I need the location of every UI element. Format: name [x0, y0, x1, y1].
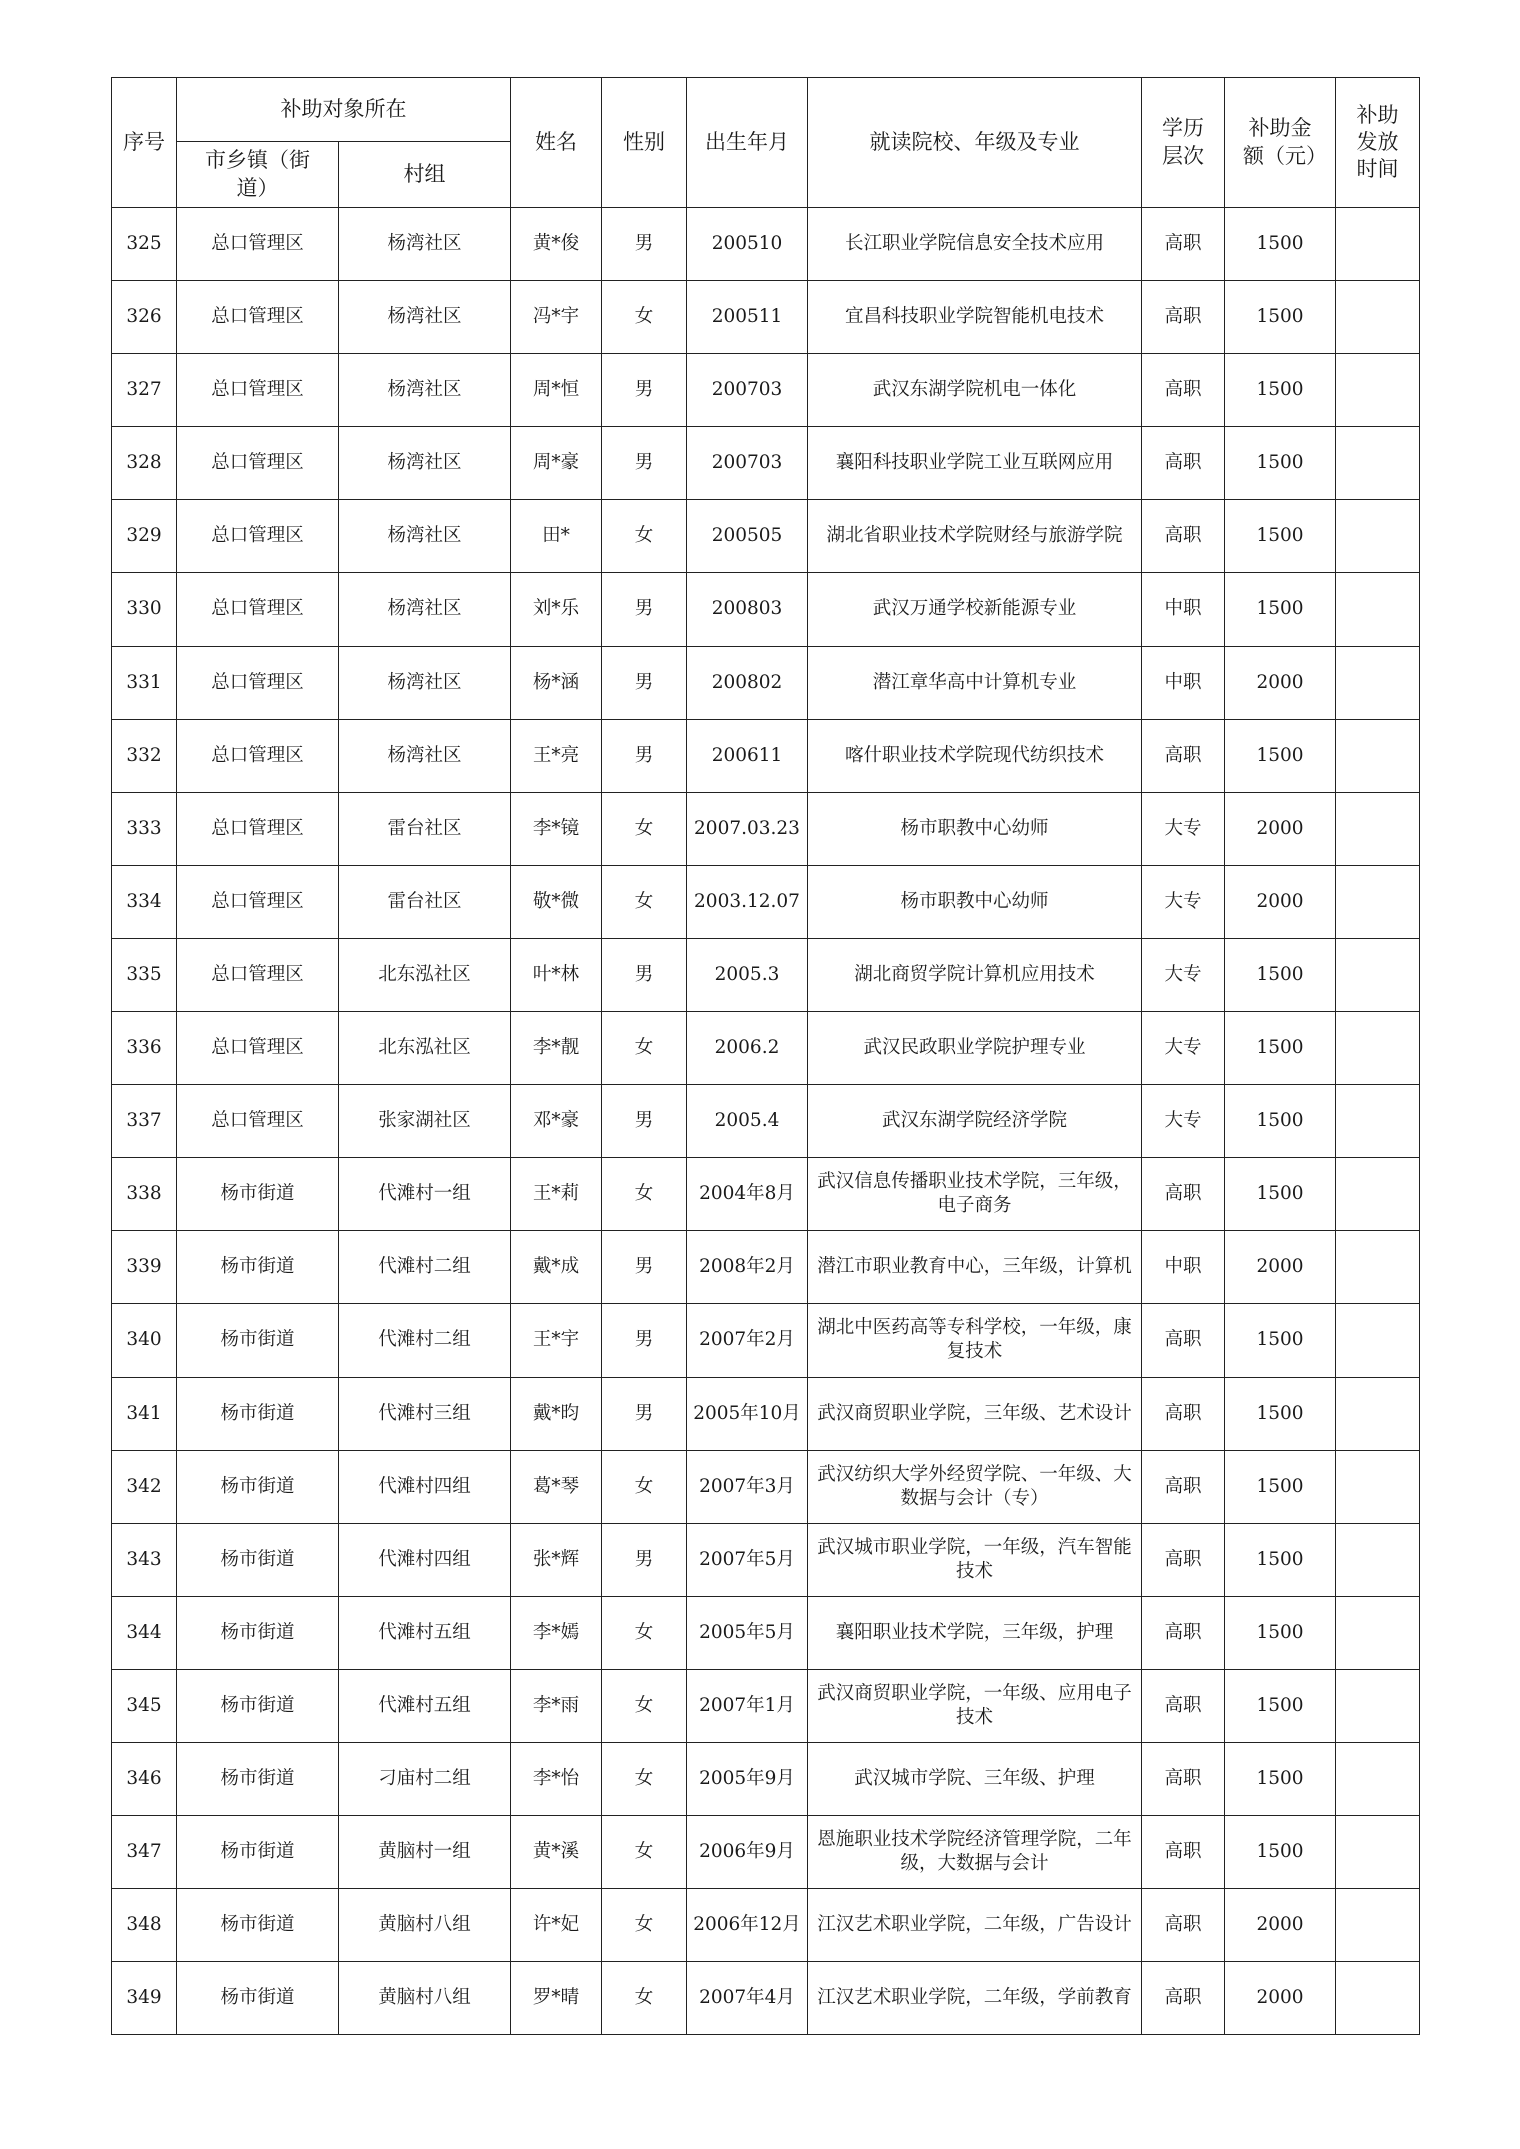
cell-time — [1336, 1523, 1420, 1596]
cell-school: 潜江市职业教育中心，三年级，计算机 — [808, 1231, 1142, 1304]
cell-time — [1336, 1304, 1420, 1377]
cell-name: 李*靓 — [511, 1012, 602, 1085]
cell-name: 王*亮 — [511, 719, 602, 792]
cell-birth: 200803 — [687, 573, 808, 646]
cell-gender: 男 — [602, 354, 687, 427]
cell-birth: 200505 — [687, 500, 808, 573]
cell-time — [1336, 1377, 1420, 1450]
table-row — [112, 1304, 1420, 1377]
cell-time — [1336, 500, 1420, 573]
cell-seq: 325 — [112, 208, 177, 281]
cell-village: 北东泓社区 — [339, 1012, 511, 1085]
cell-gender: 女 — [602, 1450, 687, 1523]
cell-amount: 1500 — [1225, 1304, 1336, 1377]
cell-time — [1336, 281, 1420, 354]
table-row — [112, 1596, 1420, 1669]
cell-village: 杨湾社区 — [339, 573, 511, 646]
table-row — [112, 573, 1420, 646]
cell-gender: 男 — [602, 573, 687, 646]
cell-level: 高职 — [1142, 1158, 1225, 1231]
cell-birth: 2007年2月 — [687, 1304, 808, 1377]
cell-gender: 女 — [602, 865, 687, 938]
cell-school: 潜江章华高中计算机专业 — [808, 646, 1142, 719]
cell-level: 大专 — [1142, 1012, 1225, 1085]
cell-school: 襄阳科技职业学院工业互联网应用 — [808, 427, 1142, 500]
cell-town: 总口管理区 — [177, 427, 339, 500]
cell-amount: 1500 — [1225, 1085, 1336, 1158]
cell-name: 邓*豪 — [511, 1085, 602, 1158]
cell-gender: 女 — [602, 1596, 687, 1669]
cell-seq: 349 — [112, 1962, 177, 2035]
cell-seq: 329 — [112, 500, 177, 573]
table-row — [112, 1742, 1420, 1815]
cell-level: 高职 — [1142, 354, 1225, 427]
cell-birth: 2007年1月 — [687, 1669, 808, 1742]
cell-seq: 344 — [112, 1596, 177, 1669]
cell-amount: 2000 — [1225, 646, 1336, 719]
cell-name: 张*辉 — [511, 1523, 602, 1596]
cell-town: 杨市街道 — [177, 1669, 339, 1742]
cell-time — [1336, 1816, 1420, 1889]
header-location-group: 补助对象所在 — [177, 78, 511, 142]
cell-gender: 男 — [602, 208, 687, 281]
cell-level: 大专 — [1142, 938, 1225, 1011]
cell-level: 高职 — [1142, 208, 1225, 281]
cell-gender: 男 — [602, 646, 687, 719]
table-row — [112, 719, 1420, 792]
cell-time — [1336, 354, 1420, 427]
cell-amount: 1500 — [1225, 281, 1336, 354]
cell-level: 高职 — [1142, 281, 1225, 354]
table-row — [112, 1523, 1420, 1596]
cell-school: 武汉东湖学院机电一体化 — [808, 354, 1142, 427]
cell-village: 杨湾社区 — [339, 427, 511, 500]
cell-name: 李*怡 — [511, 1742, 602, 1815]
cell-seq: 332 — [112, 719, 177, 792]
cell-school: 武汉信息传播职业技术学院，三年级，电子商务 — [808, 1158, 1142, 1231]
cell-level: 高职 — [1142, 1450, 1225, 1523]
table-row — [112, 1085, 1420, 1158]
cell-name: 戴*成 — [511, 1231, 602, 1304]
cell-school: 武汉商贸职业学院，三年级、艺术设计 — [808, 1377, 1142, 1450]
cell-level: 高职 — [1142, 1669, 1225, 1742]
cell-birth: 2007年3月 — [687, 1450, 808, 1523]
cell-time — [1336, 792, 1420, 865]
cell-amount: 1500 — [1225, 1596, 1336, 1669]
cell-amount: 1500 — [1225, 1742, 1336, 1815]
cell-gender: 女 — [602, 1158, 687, 1231]
cell-gender: 男 — [602, 938, 687, 1011]
cell-time — [1336, 1012, 1420, 1085]
cell-village: 黄脑村八组 — [339, 1889, 511, 1962]
table-row — [112, 1669, 1420, 1742]
cell-level: 中职 — [1142, 573, 1225, 646]
header-amount: 补助金额（元） — [1225, 78, 1336, 208]
cell-school: 武汉纺织大学外经贸学院、一年级、大数据与会计（专） — [808, 1450, 1142, 1523]
cell-gender: 女 — [602, 500, 687, 573]
cell-amount: 2000 — [1225, 792, 1336, 865]
cell-name: 田* — [511, 500, 602, 573]
cell-amount: 1500 — [1225, 1450, 1336, 1523]
cell-gender: 男 — [602, 1523, 687, 1596]
cell-birth: 2005.3 — [687, 938, 808, 1011]
cell-amount: 1500 — [1225, 427, 1336, 500]
cell-village: 代滩村二组 — [339, 1304, 511, 1377]
cell-town: 总口管理区 — [177, 1012, 339, 1085]
table-row — [112, 281, 1420, 354]
cell-village: 雷台社区 — [339, 865, 511, 938]
cell-town: 总口管理区 — [177, 281, 339, 354]
cell-village: 雷台社区 — [339, 792, 511, 865]
cell-gender: 女 — [602, 1742, 687, 1815]
cell-seq: 338 — [112, 1158, 177, 1231]
cell-birth: 2005.4 — [687, 1085, 808, 1158]
table-body — [112, 208, 1420, 2035]
cell-level: 高职 — [1142, 1742, 1225, 1815]
cell-level: 高职 — [1142, 1523, 1225, 1596]
cell-name: 葛*琴 — [511, 1450, 602, 1523]
table-row — [112, 1816, 1420, 1889]
cell-seq: 326 — [112, 281, 177, 354]
cell-level: 中职 — [1142, 646, 1225, 719]
cell-level: 高职 — [1142, 1377, 1225, 1450]
cell-village: 杨湾社区 — [339, 281, 511, 354]
cell-town: 杨市街道 — [177, 1523, 339, 1596]
cell-seq: 330 — [112, 573, 177, 646]
cell-birth: 2003.12.07 — [687, 865, 808, 938]
cell-seq: 348 — [112, 1889, 177, 1962]
cell-birth: 200611 — [687, 719, 808, 792]
cell-school: 宜昌科技职业学院智能机电技术 — [808, 281, 1142, 354]
cell-amount: 2000 — [1225, 1889, 1336, 1962]
cell-school: 江汉艺术职业学院，二年级，学前教育 — [808, 1962, 1142, 2035]
table-row — [112, 1962, 1420, 2035]
cell-level: 高职 — [1142, 1962, 1225, 2035]
cell-time — [1336, 1596, 1420, 1669]
cell-seq: 342 — [112, 1450, 177, 1523]
cell-amount: 1500 — [1225, 208, 1336, 281]
cell-gender: 女 — [602, 1889, 687, 1962]
cell-school: 武汉城市职业学院，一年级，汽车智能技术 — [808, 1523, 1142, 1596]
cell-time — [1336, 1669, 1420, 1742]
cell-school: 襄阳职业技术学院，三年级，护理 — [808, 1596, 1142, 1669]
cell-name: 罗*晴 — [511, 1962, 602, 2035]
header-level: 学历层次 — [1142, 78, 1225, 208]
table-row — [112, 1450, 1420, 1523]
cell-level: 高职 — [1142, 719, 1225, 792]
cell-gender: 女 — [602, 1669, 687, 1742]
cell-name: 黄*溪 — [511, 1816, 602, 1889]
cell-level: 高职 — [1142, 1816, 1225, 1889]
cell-seq: 346 — [112, 1742, 177, 1815]
cell-amount: 1500 — [1225, 1669, 1336, 1742]
cell-time — [1336, 1742, 1420, 1815]
cell-school: 湖北省职业技术学院财经与旅游学院 — [808, 500, 1142, 573]
table-row — [112, 792, 1420, 865]
cell-seq: 331 — [112, 646, 177, 719]
cell-name: 王*宇 — [511, 1304, 602, 1377]
cell-name: 黄*俊 — [511, 208, 602, 281]
cell-gender: 男 — [602, 1231, 687, 1304]
cell-village: 代滩村三组 — [339, 1377, 511, 1450]
cell-level: 高职 — [1142, 1889, 1225, 1962]
cell-town: 总口管理区 — [177, 573, 339, 646]
cell-gender: 男 — [602, 719, 687, 792]
cell-amount: 2000 — [1225, 1962, 1336, 2035]
cell-village: 杨湾社区 — [339, 646, 511, 719]
cell-amount: 1500 — [1225, 1158, 1336, 1231]
cell-village: 代滩村二组 — [339, 1231, 511, 1304]
cell-village: 杨湾社区 — [339, 208, 511, 281]
header-time: 补助发放时间 — [1336, 78, 1420, 208]
cell-village: 张家湖社区 — [339, 1085, 511, 1158]
cell-school: 长江职业学院信息安全技术应用 — [808, 208, 1142, 281]
cell-amount: 1500 — [1225, 1523, 1336, 1596]
table-row — [112, 1377, 1420, 1450]
cell-seq: 334 — [112, 865, 177, 938]
cell-birth: 2007年4月 — [687, 1962, 808, 2035]
cell-level: 大专 — [1142, 1085, 1225, 1158]
cell-amount: 2000 — [1225, 865, 1336, 938]
cell-amount: 2000 — [1225, 1231, 1336, 1304]
cell-village: 代滩村一组 — [339, 1158, 511, 1231]
cell-amount: 1500 — [1225, 500, 1336, 573]
table-row — [112, 938, 1420, 1011]
cell-amount: 1500 — [1225, 354, 1336, 427]
cell-birth: 200802 — [687, 646, 808, 719]
table-row — [112, 1012, 1420, 1085]
header-town: 市乡镇（街道） — [177, 142, 339, 208]
cell-town: 总口管理区 — [177, 208, 339, 281]
cell-time — [1336, 427, 1420, 500]
cell-seq: 339 — [112, 1231, 177, 1304]
cell-birth: 200510 — [687, 208, 808, 281]
cell-village: 代滩村四组 — [339, 1523, 511, 1596]
header-gender: 性别 — [602, 78, 687, 208]
cell-birth: 200511 — [687, 281, 808, 354]
cell-school: 杨市职教中心幼师 — [808, 865, 1142, 938]
cell-village: 黄脑村八组 — [339, 1962, 511, 2035]
cell-school: 武汉东湖学院经济学院 — [808, 1085, 1142, 1158]
cell-town: 杨市街道 — [177, 1450, 339, 1523]
cell-time — [1336, 573, 1420, 646]
cell-birth: 200703 — [687, 427, 808, 500]
cell-name: 李*镜 — [511, 792, 602, 865]
cell-birth: 2006.2 — [687, 1012, 808, 1085]
cell-name: 许*妃 — [511, 1889, 602, 1962]
cell-birth: 2007.03.23 — [687, 792, 808, 865]
cell-name: 叶*林 — [511, 938, 602, 1011]
cell-village: 代滩村五组 — [339, 1596, 511, 1669]
cell-name: 冯*宇 — [511, 281, 602, 354]
cell-birth: 2005年9月 — [687, 1742, 808, 1815]
cell-school: 武汉万通学校新能源专业 — [808, 573, 1142, 646]
header-birth: 出生年月 — [687, 78, 808, 208]
cell-town: 总口管理区 — [177, 938, 339, 1011]
cell-seq: 337 — [112, 1085, 177, 1158]
cell-town: 杨市街道 — [177, 1742, 339, 1815]
cell-seq: 340 — [112, 1304, 177, 1377]
cell-village: 杨湾社区 — [339, 719, 511, 792]
cell-time — [1336, 938, 1420, 1011]
cell-name: 周*恒 — [511, 354, 602, 427]
cell-town: 杨市街道 — [177, 1304, 339, 1377]
cell-name: 戴*昀 — [511, 1377, 602, 1450]
subsidy-table — [111, 77, 1420, 2035]
cell-school: 喀什职业技术学院现代纺织技术 — [808, 719, 1142, 792]
cell-time — [1336, 1962, 1420, 2035]
cell-town: 杨市街道 — [177, 1377, 339, 1450]
cell-town: 总口管理区 — [177, 865, 339, 938]
cell-time — [1336, 1450, 1420, 1523]
cell-town: 杨市街道 — [177, 1816, 339, 1889]
cell-level: 中职 — [1142, 1231, 1225, 1304]
cell-village: 代滩村五组 — [339, 1669, 511, 1742]
cell-school: 江汉艺术职业学院，二年级，广告设计 — [808, 1889, 1142, 1962]
table-row — [112, 354, 1420, 427]
cell-seq: 347 — [112, 1816, 177, 1889]
header-school: 就读院校、年级及专业 — [808, 78, 1142, 208]
cell-name: 周*豪 — [511, 427, 602, 500]
cell-gender: 男 — [602, 1377, 687, 1450]
cell-level: 高职 — [1142, 1304, 1225, 1377]
cell-amount: 1500 — [1225, 573, 1336, 646]
cell-time — [1336, 646, 1420, 719]
cell-town: 总口管理区 — [177, 792, 339, 865]
cell-level: 大专 — [1142, 865, 1225, 938]
cell-seq: 327 — [112, 354, 177, 427]
cell-level: 大专 — [1142, 792, 1225, 865]
cell-school: 武汉民政职业学院护理专业 — [808, 1012, 1142, 1085]
cell-village: 代滩村四组 — [339, 1450, 511, 1523]
cell-town: 杨市街道 — [177, 1158, 339, 1231]
cell-gender: 男 — [602, 1085, 687, 1158]
cell-amount: 1500 — [1225, 938, 1336, 1011]
cell-gender: 女 — [602, 1816, 687, 1889]
cell-birth: 2008年2月 — [687, 1231, 808, 1304]
table-row — [112, 208, 1420, 281]
cell-town: 杨市街道 — [177, 1231, 339, 1304]
cell-school: 恩施职业技术学院经济管理学院，二年级，大数据与会计 — [808, 1816, 1142, 1889]
cell-school: 杨市职教中心幼师 — [808, 792, 1142, 865]
cell-birth: 200703 — [687, 354, 808, 427]
cell-name: 李*雨 — [511, 1669, 602, 1742]
cell-birth: 2006年12月 — [687, 1889, 808, 1962]
cell-level: 高职 — [1142, 1596, 1225, 1669]
cell-gender: 男 — [602, 1304, 687, 1377]
cell-gender: 女 — [602, 792, 687, 865]
table-row — [112, 500, 1420, 573]
cell-village: 北东泓社区 — [339, 938, 511, 1011]
table-row — [112, 1889, 1420, 1962]
cell-level: 高职 — [1142, 500, 1225, 573]
cell-birth: 2007年5月 — [687, 1523, 808, 1596]
cell-amount: 1500 — [1225, 1816, 1336, 1889]
cell-seq: 341 — [112, 1377, 177, 1450]
cell-amount: 1500 — [1225, 719, 1336, 792]
cell-town: 杨市街道 — [177, 1889, 339, 1962]
cell-name: 敬*微 — [511, 865, 602, 938]
table-row — [112, 1158, 1420, 1231]
header-seq: 序号 — [112, 78, 177, 208]
header-name: 姓名 — [511, 78, 602, 208]
cell-seq: 328 — [112, 427, 177, 500]
table-row — [112, 646, 1420, 719]
cell-town: 总口管理区 — [177, 500, 339, 573]
cell-seq: 343 — [112, 1523, 177, 1596]
cell-school: 湖北中医药高等专科学校，一年级，康复技术 — [808, 1304, 1142, 1377]
cell-birth: 2004年8月 — [687, 1158, 808, 1231]
cell-time — [1336, 208, 1420, 281]
cell-town: 杨市街道 — [177, 1962, 339, 2035]
cell-village: 杨湾社区 — [339, 354, 511, 427]
cell-school: 武汉城市学院、三年级、护理 — [808, 1742, 1142, 1815]
cell-town: 总口管理区 — [177, 354, 339, 427]
cell-gender: 女 — [602, 1962, 687, 2035]
header-village: 村组 — [339, 142, 511, 208]
cell-name: 王*莉 — [511, 1158, 602, 1231]
cell-gender: 女 — [602, 281, 687, 354]
cell-time — [1336, 1085, 1420, 1158]
cell-village: 黄脑村一组 — [339, 1816, 511, 1889]
table-row — [112, 427, 1420, 500]
cell-amount: 1500 — [1225, 1012, 1336, 1085]
cell-school: 武汉商贸职业学院，一年级、应用电子技术 — [808, 1669, 1142, 1742]
cell-birth: 2005年10月 — [687, 1377, 808, 1450]
cell-seq: 345 — [112, 1669, 177, 1742]
cell-time — [1336, 865, 1420, 938]
cell-name: 杨*涵 — [511, 646, 602, 719]
cell-birth: 2005年5月 — [687, 1596, 808, 1669]
cell-gender: 男 — [602, 427, 687, 500]
table-row — [112, 1231, 1420, 1304]
cell-time — [1336, 719, 1420, 792]
cell-seq: 335 — [112, 938, 177, 1011]
table-row — [112, 865, 1420, 938]
cell-town: 总口管理区 — [177, 1085, 339, 1158]
cell-seq: 336 — [112, 1012, 177, 1085]
cell-village: 杨湾社区 — [339, 500, 511, 573]
cell-amount: 1500 — [1225, 1377, 1336, 1450]
cell-seq: 333 — [112, 792, 177, 865]
cell-town: 杨市街道 — [177, 1596, 339, 1669]
cell-time — [1336, 1231, 1420, 1304]
cell-school: 湖北商贸学院计算机应用技术 — [808, 938, 1142, 1011]
cell-time — [1336, 1889, 1420, 1962]
cell-level: 高职 — [1142, 427, 1225, 500]
table-header — [112, 78, 1420, 208]
cell-village: 刁庙村二组 — [339, 1742, 511, 1815]
cell-birth: 2006年9月 — [687, 1816, 808, 1889]
cell-name: 刘*乐 — [511, 573, 602, 646]
cell-name: 李*嫣 — [511, 1596, 602, 1669]
cell-town: 总口管理区 — [177, 646, 339, 719]
cell-time — [1336, 1158, 1420, 1231]
cell-town: 总口管理区 — [177, 719, 339, 792]
cell-gender: 女 — [602, 1012, 687, 1085]
